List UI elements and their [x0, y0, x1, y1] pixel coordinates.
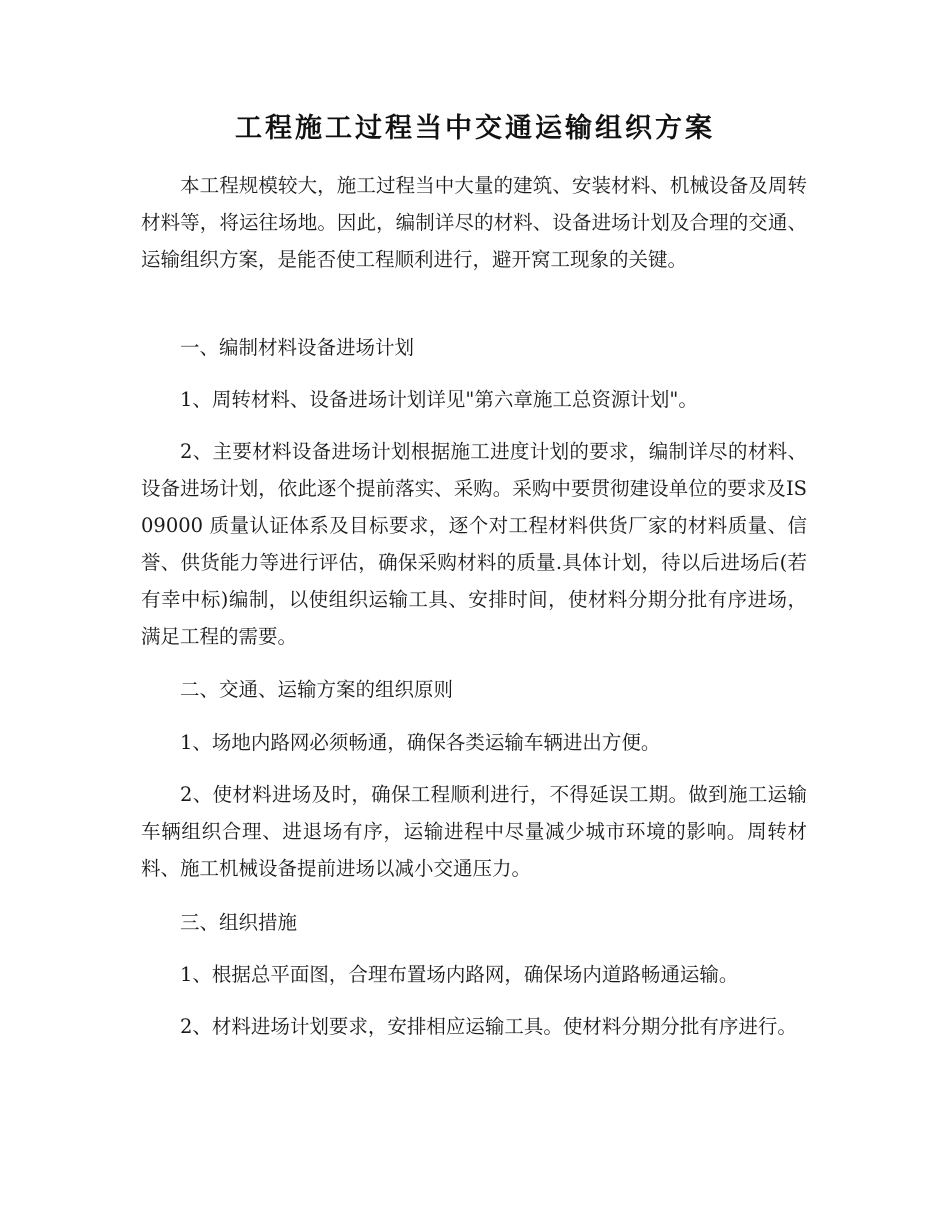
paragraph-1-2: 2、主要材料设备进场计划根据施工进度计划的要求，编制详尽的材料、设备进场计划，依此逐个提前落实、采购。采购中要贯彻建设单位的要求及IS09000 质量认证体系及目标要求，逐个对工程材料供货厂家的材料质量、信誉、供货能力等进行评估，确保采购材料的质量.具体计划，待以后进场后(若有幸中标)编制，以使组织运输工具、安排时间，使材料分期分批有序进场，满足工程的需要。	[141, 440, 807, 648]
paragraph-1-1: 1、周转材料、设备进场计划详见"第六章施工总资源计划"。	[180, 388, 698, 411]
section-heading-3: 三、组织措施	[180, 911, 298, 934]
section-heading-1: 一、编制材料设备进场计划	[180, 336, 415, 359]
paragraph-2-1: 1、场地内路网必须畅通，确保各类运输车辆进出方便。	[180, 731, 661, 754]
paragraph-intro: 本工程规模较大，施工过程当中大量的建筑、安装材料、机械设备及周转材料等，将运往场地。因此，编制详尽的材料、设备进场计划及合理的交通、运输组织方案，是能否使工程顺利进行，避开窝工现象的关键。	[141, 174, 807, 271]
document-title: 工程施工过程当中交通运输组织方案	[235, 113, 715, 144]
paragraph-3-1: 1、根据总平面图，合理布置场内路网，确保场内道路畅通运输。	[180, 963, 739, 986]
paragraph-3-2: 2、材料进场计划要求，安排相应运输工具。使材料分期分批有序进行。	[180, 1015, 797, 1038]
section-heading-2: 二、交通、运输方案的组织原则	[180, 678, 454, 701]
paragraph-2-2: 2、使材料进场及时，确保工程顺利进行，不得延误工期。做到施工运输车辆组织合理、进退场有序，运输进程中尽量减少城市环境的影响。周转材料、施工机械设备提前进场以减小交通压力。	[141, 783, 807, 880]
